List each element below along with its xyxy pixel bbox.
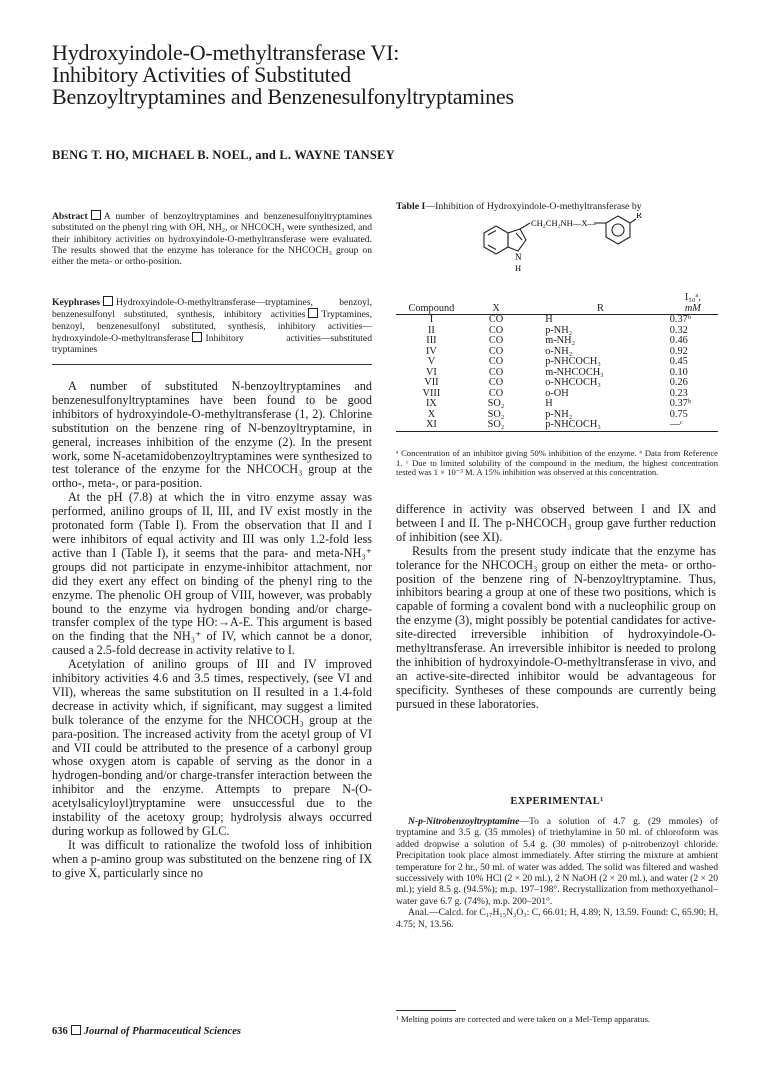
- paragraph: A number of substituted N-benzoyltryptamines and benzenesulfonyltryptamines have been found to be good inhibitors of hydroxyindole-O-methyltransferase (1, 2). Chlorine substitution on the benzene ring of N-benzoyltryptamine, in general, increases inhibition of the enzyme (2). In the present work, some N-acetamidobenzoyltryptamines were synthesized to test tolerance of the enzyme for the NHCOCH₃ group at the ortho-, meta-, or para-position.: [52, 379, 372, 491]
- experimental-text: —To a solution of 4.7 g. (29 mmoles) of tryptamine and 3.5 g. (35 mmoles) of triethylamine in 50 ml. of chloroform was added dropwise a solution of 5.4 g. (30 mmoles) of p-nitrobenzoyl chloride. Precipitation took place almost immediately. After stirring the mixture at ambient temperature for 2 hr., 50 ml. of water was added. The solid was filtered and washed successively with 10% HCl (2 × 20 ml.), 2 N NaOH (2 × 20 ml.), and water (2 × 20 ml.); yield 8.5 g. (94.5%); m.p. 197–198°. Recrystallization from methoxyethanol–water gave 6.7 g. (74%), m.p. 200–201°.: [396, 816, 718, 907]
- abstract: [52, 210, 372, 267]
- cell-x: SO₂: [487, 408, 505, 420]
- table-header-row: [396, 286, 718, 315]
- box-icon: [192, 332, 202, 342]
- cell-x: CO: [488, 387, 504, 399]
- cell-x: CO: [488, 314, 504, 325]
- cell-compound: X: [427, 408, 436, 420]
- r-group-label: R: [636, 213, 643, 220]
- cell-compound: III: [426, 335, 437, 346]
- cell-r: o-NH₂: [545, 345, 573, 357]
- box-icon: [103, 296, 113, 306]
- cell-compound: II: [427, 324, 435, 336]
- page-footer: [52, 1025, 241, 1037]
- cell-r: m-NH₂: [545, 335, 576, 346]
- cell-i50: —ᶜ: [658, 420, 718, 431]
- abstract-label: Abstract: [52, 211, 88, 222]
- i50-unit: mM: [684, 303, 701, 314]
- paragraph: Results from the present study indicate that the enzyme has tolerance for the NHCOCH₃ group on either the meta- or ortho-position of the benzene ring of N-benzoyltryptamine. Thus, inhibitors bearing a group at one of these two positions, which is capable of forming a covalent bond with a nucleophilic group on the enzyme (3), might possibly be potential candidates for active-site-directed irreversible inhibition of hydroxyindole-O-methyltransferase. An irreversible inhibitor is needed to prolong the inhibition of hydroxyindole-O-methyltransferase in vivo, and an active-site-directed inhibitor would be advantageous for specificity. Syntheses of these compounds are currently being pursued in these laboratories.: [396, 543, 716, 711]
- page-number: 636: [52, 1026, 68, 1037]
- keyphrases-label: Keyphrases: [52, 297, 100, 308]
- tryptamine-structure-diagram: [470, 213, 660, 279]
- box-icon: [91, 210, 101, 220]
- cell-r: H: [545, 398, 553, 409]
- cell-r: m-NHCOCH₃: [545, 366, 604, 378]
- cell-compound: IV: [425, 345, 437, 357]
- cell-i50: 0.23: [669, 387, 688, 399]
- cell-compound: IX: [425, 398, 437, 409]
- cell-i50: 0.75: [669, 408, 688, 420]
- table-row: [396, 399, 718, 410]
- cell-compound: VII: [424, 377, 439, 388]
- cell-r: p-NH₂: [545, 324, 573, 336]
- paragraph: difference in activity was observed between I and IX and between I and II. The p-NHCOCH₃ group gave further reduction of inhibition (see XI).: [396, 502, 716, 544]
- table-label: Table I: [396, 201, 426, 212]
- paragraph: It was difficult to rationalize the twofold loss of inhibition when a p-amino group was substituted on the benzene ring of IX to give X, particularly since no: [52, 837, 372, 880]
- cell-i50: 0.26: [669, 377, 688, 388]
- indole-n-label: N: [515, 252, 522, 262]
- cell-x: CO: [488, 366, 504, 378]
- cell-compound: VI: [425, 366, 437, 378]
- body-left-column: [52, 380, 372, 881]
- table-row: [396, 336, 718, 347]
- paragraph: At the pH (7.8) at which the in vitro enzyme assay was performed, anilino groups of II, III, and IV exist mostly in the protonated form (Table I). From the observation that II and I were inhibitors of equal activity and III was only 1.2-fold less active than I (Table I), it seems that the para- and meta-NH₃⁺ groups did not participate in enzyme-inhibitor attachment, nor did they exert any effect on binding of the phenyl ring to the enzyme. The phenolic OH group of VIII, however, was probably bound to the enzyme via hydrogen bonding and/or charge-transfer complex of the type HO:→A-E. This argument is based on the finding that the NH₃⁺ of IV, which cannot be a donor, caused a 2.5-fold decrease in activity relative to I.: [52, 490, 372, 658]
- phenyl-ring: [606, 216, 630, 244]
- indole-benzene-ring: [484, 226, 508, 254]
- cell-r: H: [545, 314, 553, 325]
- journal-name: Journal of Pharmaceutical Sciences: [83, 1026, 241, 1037]
- footnote-divider: [396, 1010, 456, 1011]
- keyphrases: [52, 296, 372, 355]
- cell-i50: 0.37ᵇ: [669, 314, 691, 325]
- box-icon: [308, 308, 318, 318]
- cell-r: p-NH₂: [545, 408, 573, 420]
- table-row: [396, 357, 718, 368]
- keyphrase-item: Hydroxyindole-O-methyltransferase—tryptamines, benzoyl, benzenesulfonyl substituted, synthesis, inhibitory activities: [52, 297, 372, 321]
- title-line-2: Inhibitory Activities of Substituted: [52, 62, 351, 87]
- keyphrase-item: Inhibitory activities—substituted tryptamines: [52, 332, 372, 356]
- cell-compound: VIII: [422, 387, 441, 399]
- table-footnotes: ᵃ Concentration of an inhibitor giving 50% inhibition of the enzyme. ᵇ Data from Reference 1. ᶜ Due to limited solubility of the compound in the medium, the highest concentration tested was 1 × 10⁻³ M. A 15% inhibition was observed at this concentration.: [396, 448, 718, 478]
- cell-r: p-NHCOCH₃: [545, 356, 601, 367]
- cell-i50: 0.92: [669, 345, 688, 357]
- cell-i50: 0.10: [669, 366, 688, 378]
- experimental-section: [396, 816, 718, 930]
- keyphrase-item: Tryptamines, benzoyl, benzenesulfonyl substituted, synthesis, inhibitory activities—hydroxyindole-O-methyltransferase: [52, 309, 372, 344]
- compound-name: N-p-Nitrobenzoyltryptamine: [408, 816, 520, 827]
- cell-x: SO₂: [467, 420, 525, 431]
- experimental-heading: EXPERIMENTAL¹: [510, 796, 604, 807]
- col-header-compound: Compound: [396, 286, 467, 315]
- indole-h-label: H: [515, 263, 522, 273]
- cell-x: CO: [488, 345, 504, 357]
- table-row: [396, 315, 718, 326]
- inhibition-table: [396, 286, 718, 432]
- side-chain-label: CH₂CH₂NH—X—: [531, 218, 596, 228]
- cell-i50: 0.37ᵇ: [669, 398, 691, 409]
- article-title: [52, 42, 652, 108]
- i50-label: I₅₀ᵃ,: [684, 292, 701, 303]
- cell-i50: 0.32: [669, 324, 688, 336]
- cell-r: p-NHCOCH₃: [525, 420, 658, 431]
- cell-i50: 0.45: [669, 356, 688, 367]
- paragraph: Acetylation of anilino groups of III and IV improved inhibitory activities 4.6 and 3.5 times, respectively, (see VI and VII), whereas the same substitution on II resulted in a 1.4-fold decrease in activity which, if significant, may suggest a limited bulk tolerance of the enzyme for the NHCOCH₃ group at the para-position. The increased activity from the acetyl group of VI and VII could be attributed to the presence of a carbonyl group whose oxygen atom is capable of serving as the donor in a hydrogen-bonding and/or charge-transfer interaction between the inhibitor and the enzyme. Attempts to prepare N-(O-acetylsalicyloyl)tryptamine were unsuccessful due to the instability of the acetoxy group; hydrolysis always occurred during workup as followed by GLC.: [52, 657, 372, 838]
- table-title-text: —Inhibition of Hydroxyindole-O-methyltransferase by: [425, 201, 642, 212]
- table-row: [396, 420, 718, 431]
- cell-r: o-NHCOCH₃: [545, 377, 601, 388]
- table-title: [396, 201, 716, 212]
- divider: [52, 364, 372, 365]
- cell-i50: 0.46: [669, 335, 688, 346]
- cell-x: CO: [488, 356, 504, 367]
- col-header-x: X: [467, 286, 525, 315]
- body-right-column: [396, 503, 716, 712]
- authors: BENG T. HO, MICHAEL B. NOEL, and L. WAYNE TANSEY: [52, 148, 395, 162]
- col-header-r: R: [525, 286, 658, 315]
- cell-x: CO: [488, 335, 504, 346]
- cell-compound: V: [427, 356, 436, 367]
- cell-x: SO₂: [487, 398, 505, 409]
- cell-r: o-OH: [545, 387, 569, 399]
- cell-x: CO: [488, 377, 504, 388]
- elemental-analysis: Anal.—Calcd. for C₁₇H₁₅N₃O₃: C, 66.01; H, 4.89; N, 13.59. Found: C, 65.90; H, 4.75; N, 13.56.: [396, 907, 719, 930]
- col-header-i50: [658, 286, 718, 315]
- title-line-3: Benzoyltryptamines and Benzenesulfonyltryptamines: [52, 84, 514, 109]
- cell-compound: I: [429, 314, 434, 325]
- footnote: ¹ Melting points are corrected and were taken on a Mel-Temp apparatus.: [396, 1014, 651, 1024]
- cell-compound: XI: [396, 420, 467, 431]
- indole-pyrrole-ring: [508, 229, 526, 251]
- table-row: [396, 378, 718, 389]
- abstract-text: A number of benzoyltryptamines and benzenesulfonyltryptamines substituted on the phenyl ring with OH, NH₂, or NHCOCH₃ were synthesized, and their inhibitory activities on hydroxyindole-O-methyltransferase were evaluated. The results showed that the enzyme has tolerance for the NHCOCH₃ group on either the meta- or ortho-position.: [52, 211, 372, 268]
- cell-x: CO: [488, 324, 504, 336]
- title-line-1: Hydroxyindole-O-methyltransferase VI:: [52, 40, 400, 65]
- box-icon: [71, 1025, 81, 1035]
